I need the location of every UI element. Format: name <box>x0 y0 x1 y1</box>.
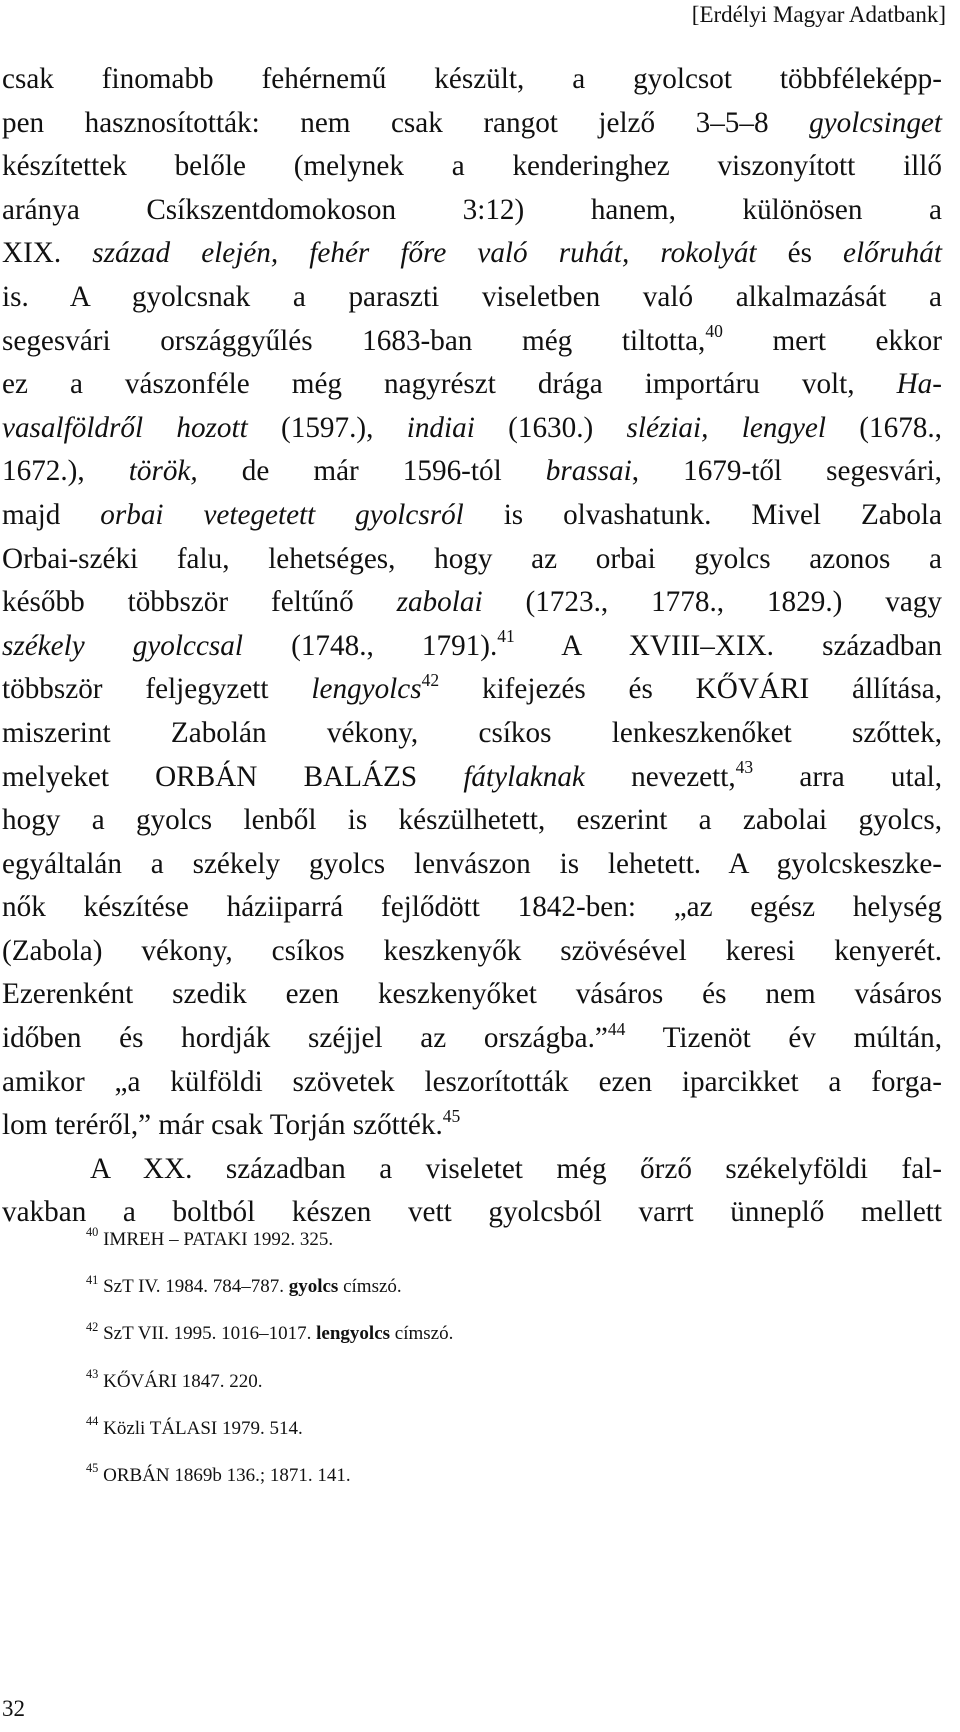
italic-text: vasalföldről hozott <box>2 411 248 444</box>
italic-text: Ha- <box>896 368 942 401</box>
text-run: arra utal, <box>753 760 942 793</box>
text-run: A XX. században a viseletet még őrző székelyföldi fal- <box>90 1152 942 1185</box>
text-run: (1748., 1791). <box>242 629 498 662</box>
italic-text: fátylaknak <box>463 760 585 793</box>
text-line <box>2 581 942 625</box>
text-run: Tizenöt év múltán, <box>625 1022 942 1055</box>
italic-text: lengyolcs <box>311 673 422 706</box>
text-line <box>2 886 942 930</box>
footnote-43 <box>86 1367 263 1394</box>
text-run: címszó. <box>338 1276 402 1298</box>
text-run: Ezerenként szedik ezen keszkenyőket vásáros és nem vásáros <box>2 978 942 1011</box>
text-run: (1678., <box>826 411 942 444</box>
text-run: (1630.) <box>474 411 627 444</box>
text-run: miszerint Zabolán vékony, csíkos lenkeszkenőket szőttek, <box>2 716 942 749</box>
text-line <box>2 407 942 451</box>
bold-text: gyolcs <box>288 1276 339 1298</box>
text-line <box>2 450 942 494</box>
text-run: SzT IV. 1984. 784–787. <box>103 1276 289 1298</box>
text-run: címszó. <box>390 1323 454 1345</box>
footnote-40 <box>86 1225 334 1252</box>
footnote-41 <box>86 1272 402 1299</box>
text-run: SzT VII. 1995. 1016–1017. <box>103 1323 317 1345</box>
text-run: hogy a gyolcs lenből is készülhetett, eszerint a zabolai gyolcs, <box>2 804 942 837</box>
text-run: ez a vászonféle még nagyrészt drága importáru volt, <box>2 368 897 401</box>
text-line <box>2 58 942 102</box>
text-line <box>2 320 942 364</box>
italic-text: zabolai <box>396 586 483 619</box>
footnote-44 <box>86 1414 303 1441</box>
italic-text: székely gyolccsal <box>2 629 243 662</box>
footnote-number: 41 <box>86 1272 99 1287</box>
text-run: csak finomabb fehérnemű készült, a gyolcsot többféleképp- <box>2 63 942 95</box>
footnote-ref: 42 <box>421 669 440 690</box>
body-text <box>2 58 942 1235</box>
text-run: ORBÁN 1869b 136.; 1871. 141. <box>103 1465 351 1486</box>
text-line <box>2 712 942 756</box>
footnote-ref: 44 <box>607 1018 626 1039</box>
text-run: A XVIII–XIX. században <box>514 629 942 662</box>
page-number: 32 <box>2 1696 25 1721</box>
text-run: (1723., 1778., 1829.) vagy <box>482 586 942 619</box>
italic-text: előruhát <box>843 237 942 270</box>
text-run: aránya Csíkszentdomokoson 3:12) hanem, különösen a <box>2 193 942 226</box>
text-run: 1672.), <box>2 455 129 488</box>
italic-text: sléziai, lengyel <box>626 411 826 444</box>
footnote-number: 40 <box>86 1225 99 1240</box>
text-line <box>2 799 942 843</box>
text-run: Orbai-széki falu, lehetséges, hogy az orbai gyolcs azonos a <box>2 542 942 575</box>
text-run: egyáltalán a székely gyolcs lenvászon is lehetett. A gyolcskeszke- <box>2 847 942 880</box>
text-line <box>2 1148 942 1192</box>
footnote-ref: 45 <box>442 1105 461 1126</box>
page-header: [Erdélyi Magyar Adatbank] <box>691 2 946 27</box>
footnote-ref: 41 <box>497 626 515 647</box>
footnote-42 <box>86 1319 454 1346</box>
text-line <box>2 145 942 189</box>
text-run: de már 1596-tól <box>197 455 546 488</box>
italic-text: indiai <box>406 411 475 444</box>
text-run: időben és hordják széjjel az országba.” <box>2 1022 608 1055</box>
italic-text: török, <box>128 455 198 488</box>
footnote-number: 42 <box>86 1319 99 1334</box>
text-line <box>2 232 942 276</box>
text-line <box>2 625 942 669</box>
text-line <box>2 973 942 1017</box>
text-line <box>2 843 942 887</box>
text-line <box>2 102 942 146</box>
italic-text: gyolcsinget <box>809 106 942 139</box>
text-run: vakban a boltból készen vett gyolcsból varrt ünneplő mellett <box>2 1196 942 1229</box>
text-line <box>2 363 942 407</box>
text-run: többször feljegyzett <box>2 673 312 706</box>
text-line <box>2 930 942 974</box>
italic-text: főre való ruhát, rokolyát <box>400 237 757 270</box>
text-run: IMREH – PATAKI 1992. 325. <box>103 1229 334 1250</box>
footnote-number: 44 <box>86 1414 99 1429</box>
text-run: lom teréről,” már csak Torján szőtték. <box>2 1109 443 1142</box>
footnote-number: 43 <box>86 1367 99 1382</box>
text-run: (Zabola) vékony, csíkos keszkenyők szövésével keresi kenyerét. <box>2 934 942 967</box>
text-run: és <box>756 237 844 270</box>
text-run: (1597.), <box>247 411 407 444</box>
text-run: majd <box>2 498 101 531</box>
text-run: készítettek belőle (melynek a kenderinghez viszonyított illő <box>2 150 942 183</box>
text-run: XIX. <box>2 237 93 270</box>
footnote-number: 45 <box>86 1461 99 1476</box>
text-run: mert ekkor <box>722 324 942 357</box>
text-run: KŐVÁRI 1847. 220. <box>103 1370 263 1392</box>
text-run: melyeket ORBÁN BALÁZS <box>2 760 464 793</box>
text-run: segesvári országgyűlés 1683-ban még tiltotta, <box>2 324 706 357</box>
text-run: Közli TÁLASI 1979. 514. <box>103 1417 303 1439</box>
italic-text: orbai vetegetett gyolcsról <box>100 498 464 531</box>
text-run: is. A gyolcsnak a paraszti viseletben való alkalmazását a <box>2 280 942 313</box>
text-line <box>2 1061 942 1105</box>
text-run: nők készítése háziiparrá fejlődött 1842-ben: „az egész helység <box>2 891 942 924</box>
text-run: nevezett, <box>584 760 736 793</box>
text-line <box>2 538 942 582</box>
text-run: pen hasznosították: nem csak rangot jelző 3–5–8 <box>2 106 810 139</box>
italic-text: század elején, fehér <box>92 237 401 270</box>
footnote-45 <box>86 1461 351 1488</box>
text-run: amikor „a külföldi szövetek leszorították ezen iparcikket a forga- <box>2 1065 942 1098</box>
text-run: , 1679-től segesvári, <box>631 455 942 488</box>
text-line <box>2 276 942 320</box>
text-run: később többször feltűnő <box>2 586 397 619</box>
text-line <box>2 189 942 233</box>
footnote-ref: 40 <box>705 321 723 342</box>
text-run: is olvashatunk. Mivel Zabola <box>463 498 942 531</box>
text-line <box>2 756 942 800</box>
bold-text: lengyolcs <box>316 1323 391 1345</box>
text-line <box>2 1104 942 1148</box>
footnote-ref: 43 <box>735 757 754 778</box>
text-line <box>2 668 942 712</box>
text-line <box>2 1017 942 1061</box>
text-line <box>2 494 942 538</box>
text-run: kifejezés és KŐVÁRI állítása, <box>439 673 942 706</box>
italic-text: brassai <box>545 455 632 488</box>
